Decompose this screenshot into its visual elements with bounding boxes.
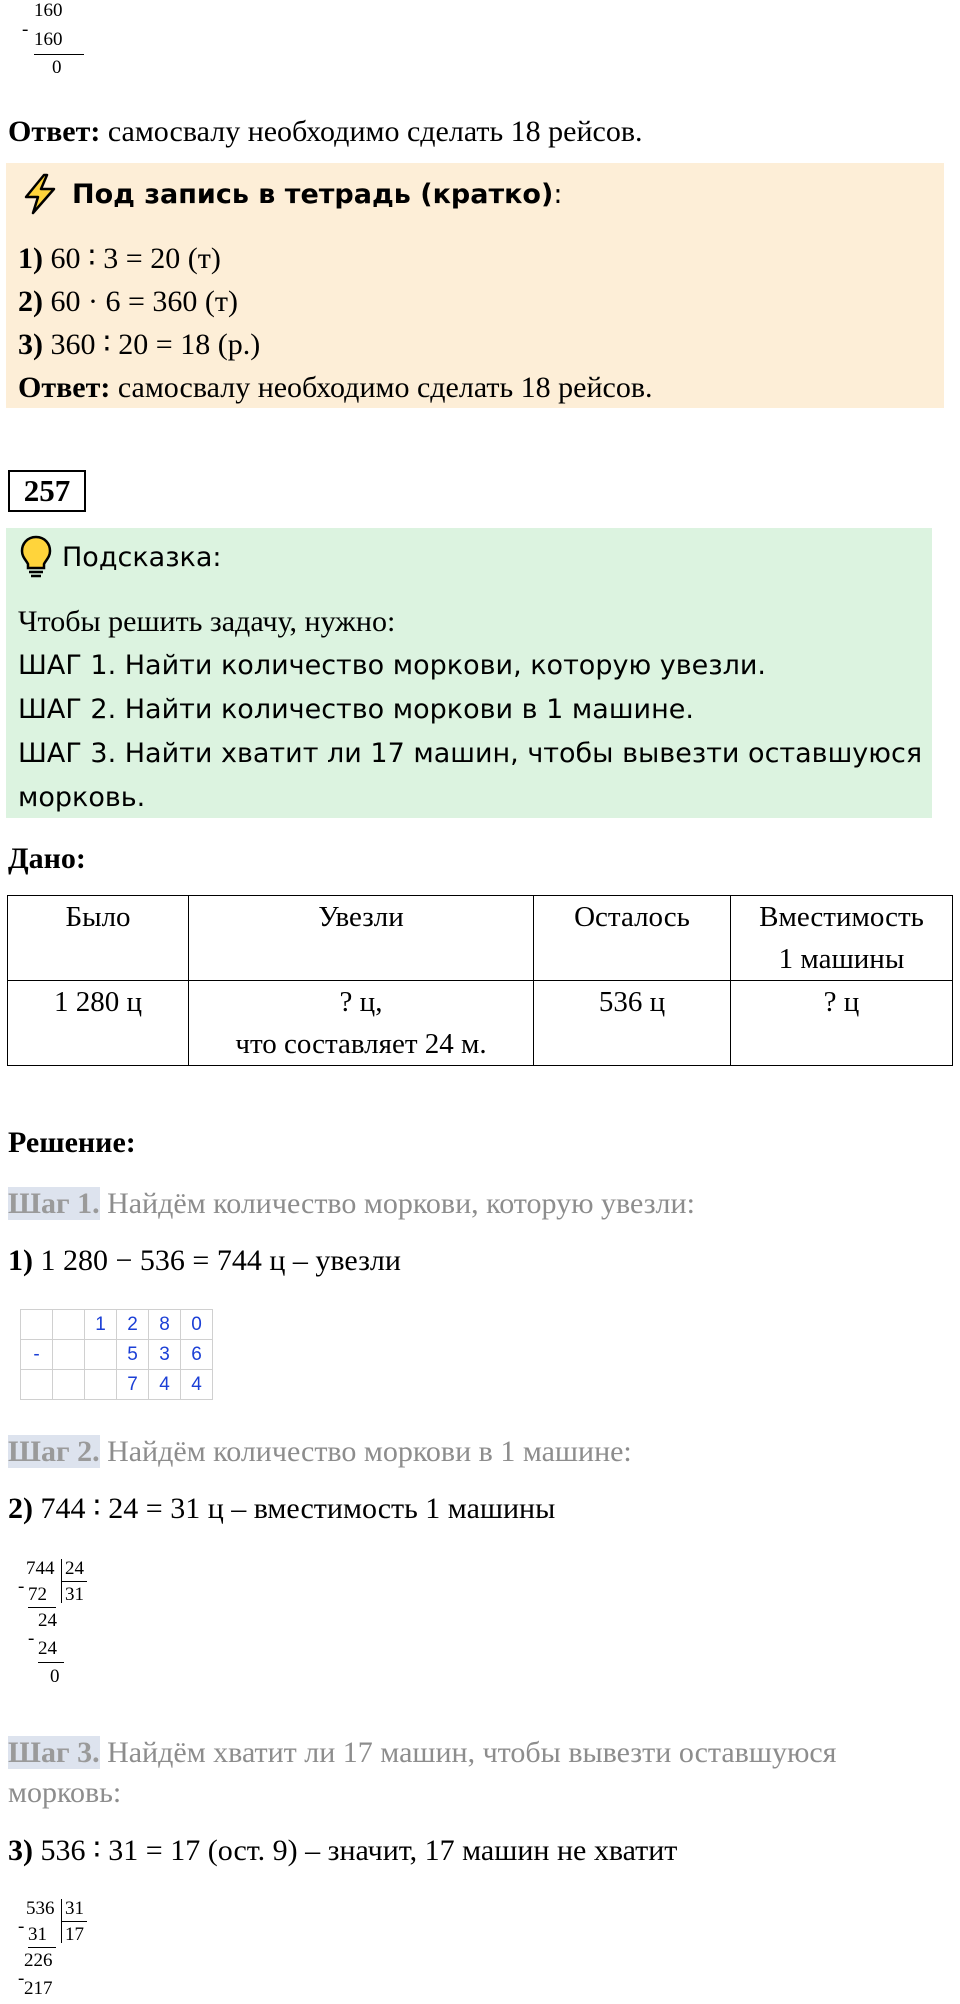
- division-value: 24: [65, 1558, 84, 1579]
- table-row: [8, 981, 953, 1066]
- hint-step-1: ШАГ 1. Найти количество моркови, которую увезли.: [18, 650, 767, 681]
- hint-step-3: ШАГ 3. Найти хватит ли 17 машин, чтобы вывезти оставшуюся: [18, 738, 923, 769]
- table-cell: ? ц: [731, 981, 953, 1066]
- table-cell: ? ц, что составляет 24 м.: [189, 981, 534, 1066]
- lightning-icon: [18, 172, 62, 216]
- notebook-line-1: 1) 60 ∶ 3 = 20 (т): [18, 242, 221, 275]
- step-3-heading: Шаг 3. Найдём хватит ли 17 машин, чтобы вывезти оставшуюся: [8, 1736, 837, 1769]
- table-header: Увезли: [189, 896, 534, 981]
- division-value: 217: [24, 1978, 53, 1999]
- problem-number: 257: [8, 470, 86, 512]
- step-1-heading: Шаг 1. Найдём количество моркови, которую увезли:: [8, 1187, 695, 1220]
- hint-step-3-cont: морковь.: [18, 782, 146, 813]
- table-row: [21, 1370, 213, 1400]
- table-row: [21, 1310, 213, 1340]
- given-table: [7, 895, 953, 1066]
- notebook-title: Под запись в тетрадь (кратко):: [72, 179, 563, 210]
- step-3-heading-cont: морковь:: [8, 1776, 122, 1809]
- long-division-744: 744 24 - 72 31 24 - 24 0: [20, 1557, 110, 1707]
- division-value: 536: [26, 1898, 55, 1919]
- digit: 4: [181, 1370, 213, 1400]
- equation-2: 2) 744 ∶ 24 = 31 ц – вместимость 1 машины: [8, 1492, 556, 1525]
- digit: 8: [149, 1310, 181, 1340]
- division-value: 160: [34, 29, 63, 50]
- notebook-line-2: 2) 60 · 6 = 360 (т): [18, 285, 238, 318]
- table-row: [21, 1340, 213, 1370]
- digit: 5: [117, 1340, 149, 1370]
- division-value: 24: [38, 1610, 57, 1631]
- division-value: 226: [24, 1950, 53, 1971]
- digit: [85, 1340, 117, 1370]
- lightbulb-icon: [18, 534, 54, 580]
- division-value: 0: [50, 1666, 60, 1687]
- division-line: [34, 54, 84, 55]
- division-value: 0: [52, 57, 62, 78]
- equation-1: 1) 1 280 − 536 = 744 ц – увезли: [8, 1244, 401, 1277]
- digit: 6: [181, 1340, 213, 1370]
- solution-label: Решение:: [8, 1126, 136, 1159]
- division-value: 31: [28, 1924, 47, 1945]
- table-cell: 1 280 ц: [8, 981, 189, 1066]
- minus-sign: -: [21, 1340, 53, 1370]
- table-row: [8, 896, 953, 981]
- hint-step-2: ШАГ 2. Найти количество моркови в 1 машине.: [18, 694, 694, 725]
- notebook-line-3: 3) 360 ∶ 20 = 18 (р.): [18, 328, 261, 361]
- division-value: 31: [65, 1584, 84, 1605]
- digit: 1: [85, 1310, 117, 1340]
- division-value: 744: [26, 1558, 55, 1579]
- digit: 4: [149, 1370, 181, 1400]
- hint-intro: Чтобы решить задачу, нужно:: [18, 605, 396, 638]
- table-header: Было: [8, 896, 189, 981]
- division-value: 160: [34, 0, 63, 21]
- step-2-heading: Шаг 2. Найдём количество моркови в 1 машине:: [8, 1435, 632, 1468]
- digit: 7: [117, 1370, 149, 1400]
- division-value: 72: [28, 1584, 47, 1605]
- division-value: 31: [65, 1898, 84, 1919]
- notebook-answer: Ответ: самосвалу необходимо сделать 18 рейсов.: [18, 371, 653, 404]
- previous-answer: Ответ: самосвалу необходимо сделать 18 рейсов.: [8, 115, 643, 148]
- table-header: Вместимость 1 машины: [731, 896, 953, 981]
- column-subtraction: [20, 1309, 213, 1400]
- division-value: 24: [38, 1638, 57, 1659]
- top-division: 160 - 160 0: [20, 0, 80, 80]
- digit: 2: [117, 1310, 149, 1340]
- digit: 3: [149, 1340, 181, 1370]
- division-value: 17: [65, 1924, 84, 1945]
- equation-3: 3) 536 ∶ 31 = 17 (ост. 9) – значит, 17 машин не хватит: [8, 1834, 678, 1867]
- table-header: Осталось: [534, 896, 731, 981]
- hint-title: Подсказка:: [62, 542, 222, 573]
- digit: 0: [181, 1310, 213, 1340]
- table-cell: 536 ц: [534, 981, 731, 1066]
- given-label: Дано:: [8, 842, 86, 875]
- long-division-536: 536 31 - 31 17 226 - 217: [20, 1897, 110, 2004]
